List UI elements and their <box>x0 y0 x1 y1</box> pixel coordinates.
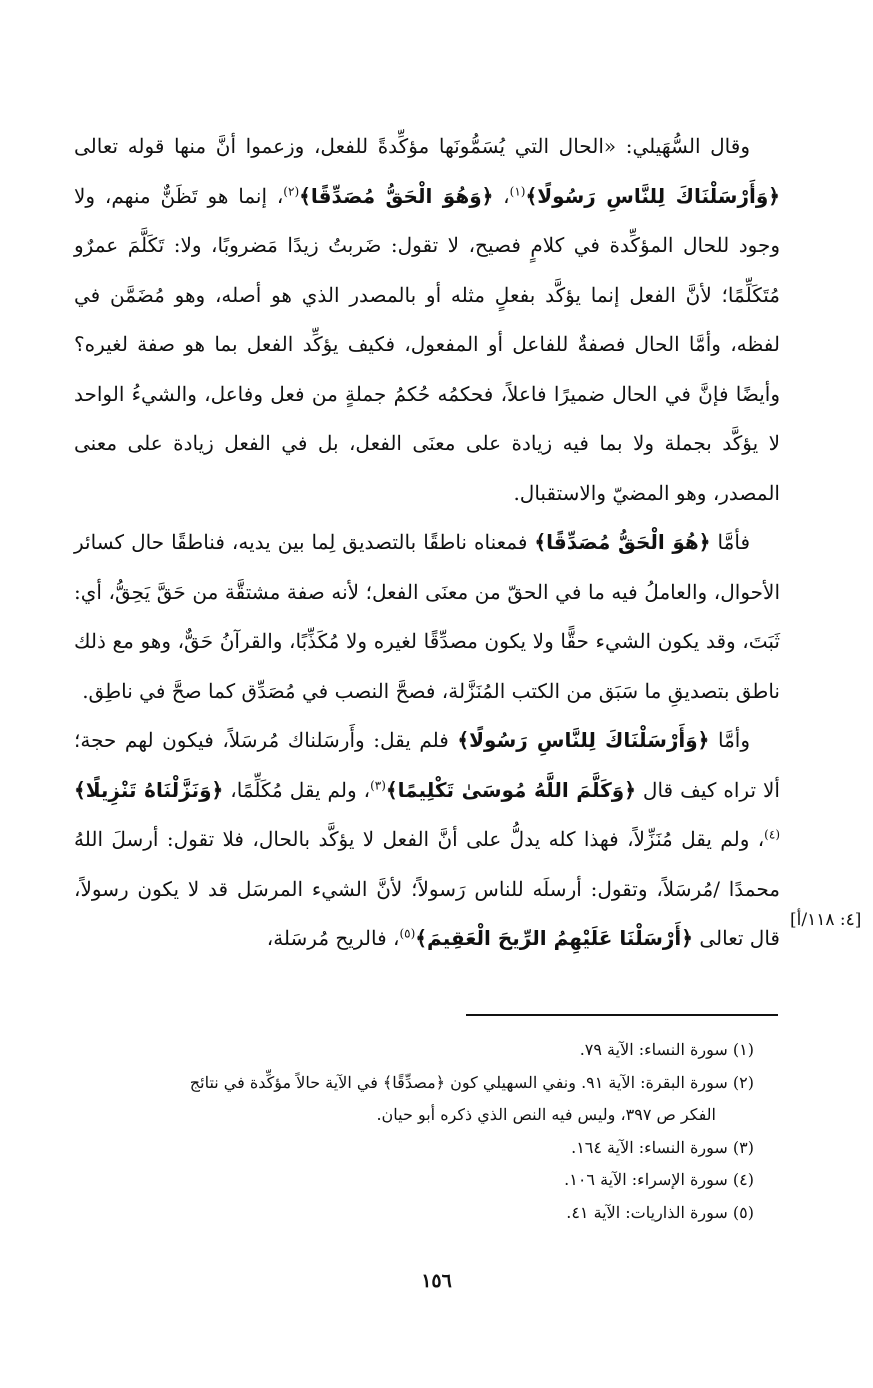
footnote-marker[interactable]: (١) <box>509 183 526 198</box>
main-text <box>74 122 780 964</box>
manuscript-folio-reference: [٤: ١١٨/أ] <box>790 910 862 930</box>
text-segment: فلم يقل: وأَرسَلناك مُرسَلاً، فيكون لهم حجة؛ ألا تراه كيف قال <box>74 728 780 802</box>
quran-quote: ﴿وَأَرْسَلْنَاكَ لِلنَّاسِ رَسُولًا﴾ <box>457 728 710 752</box>
footnote-marker[interactable]: (٣) <box>370 777 386 792</box>
footnote-marker[interactable]: (٥) <box>399 926 416 941</box>
text-segment: وأمَّا <box>709 728 750 752</box>
footnotes <box>74 1034 754 1229</box>
paragraph-1 <box>74 122 780 518</box>
quran-quote: ﴿وَأَرْسَلْنَاكَ لِلنَّاسِ رَسُولًا﴾ <box>525 183 780 208</box>
footnote-5: (٥) سورة الذاريات: الآية ٤١. <box>566 1202 754 1222</box>
footnote-2: (٢) سورة البقرة: الآية ٩١. ونفي السهيلي كون ﴿مصدِّقًا﴾ في الآية حالاً مؤكِّدة في نتائج <box>189 1072 754 1092</box>
footnote-separator <box>466 1014 778 1016</box>
text-segment: ، ولم يقل مُنَزِّلاً، فهذا كله يدلُّ على أنَّ الفعل لا يؤكَّد بالحال، فلا تقول: أرسلَ اللهُ محمدًا /مُرسَلاً، وتقول: أرسلَه للناس رَسولاً؛ لأنَّ الشيء المرسَل قد لا يكون رسولاً، قال تعالى <box>74 827 780 950</box>
page-number: ١٥٦ <box>421 1270 452 1292</box>
footnote-1: (١) سورة النساء: الآية ٧٩. <box>579 1040 754 1059</box>
text-segment: وقال السُّهَيلي: «الحال التي يُسَمُّونَها مؤكِّدةً للفعل، وزعموا أنَّ منها قوله تعالى <box>74 134 750 158</box>
footnote-2-continuation: الفكر ص ٣٩٧، وليس فيه النص الذي ذكره أبو حيان. <box>376 1105 716 1124</box>
paragraph-3 <box>74 716 780 964</box>
footnote-marker[interactable]: (٢) <box>283 183 300 198</box>
quran-quote: ﴿أَرْسَلْنَا عَلَيْهِمُ الرِّيحَ الْعَقِيمَ﴾ <box>415 926 694 950</box>
text-segment: ، <box>493 183 510 208</box>
footnote-marker[interactable]: (٤) <box>764 827 780 842</box>
quran-quote: ﴿وَنَزَّلْنَاهُ تَنْزِيلًا﴾ <box>74 777 224 802</box>
text-segment: ، ولم يقل مُكَلِّمًا، <box>223 777 371 802</box>
text-segment: فمعناه ناطقًا بالتصديق لِما بين يديه، فناطقًا حال كسائر الأحوال، والعاملُ فيه ما في الحقّ من معنَى الفعل؛ لأنه صفة مشتقَّة من حَقَّ يَحِقُّ، أي: ثَبَتَ، وقد يكون الشيء حقًّا ولا يكون مصدِّقًا لغيره ولا مُكَذِّبًا، والقرآنُ حَقٌّ، وهو مع ذلك ناطق بتصديقِ ما سَبَق من الكتب المُنَزَّلة، فصحَّ النصب في مُصَدِّق كما صحَّ في ناطِق. <box>74 530 780 703</box>
text-segment: ، إنما هو تَظَنٌّ منهم، ولا وجود للحال المؤكِّدة في كلامٍ فصيح، لا تقول: ضَربتُ زيدًا مَضروبًا، ولا: تَكَلَّمَ عمرٌو مُتَكَلِّمًا؛ لأنَّ الفعل إنما يؤكَّد بفعلٍ مثله أو بالمصدر الذي هو أصله، وهو مُضَمَّن في لفظه، وأمَّا الحال فصفةٌ للفاعل أو المفعول، فكيف يؤكِّد الفعل بما هو صفة لغيره؟ وأيضًا فإنَّ في الحال ضميرًا فاعلاً، فحكمُه حُكمُ جملةٍ من فعل وفاعل، والشيءُ الواحد لا يؤكَّد بجملة ولا بما فيه زيادة على معنَى الفعل، بل في الفعل زيادة على معنى المصدر، وهو المضيّ والاستقبال. <box>74 183 780 505</box>
quran-quote: ﴿وَهُوَ الْحَقُّ مُصَدِّقًا﴾ <box>299 183 494 208</box>
footnote-3: (٣) سورة النساء: الآية ١٦٤. <box>571 1137 754 1157</box>
footnote-4: (٤) سورة الإسراء: الآية ١٠٦. <box>564 1170 754 1189</box>
text-segment: فأمَّا <box>710 530 751 554</box>
text-segment: ، فالريح مُرسَلة، <box>266 926 400 950</box>
quran-quote: ﴿وَكَلَّمَ اللَّهُ مُوسَىٰ تَكْلِيمًا﴾ <box>385 777 636 802</box>
quran-quote: ﴿هُوَ الْحَقُّ مُصَدِّقًا﴾ <box>534 530 711 554</box>
paragraph-2 <box>74 518 780 716</box>
